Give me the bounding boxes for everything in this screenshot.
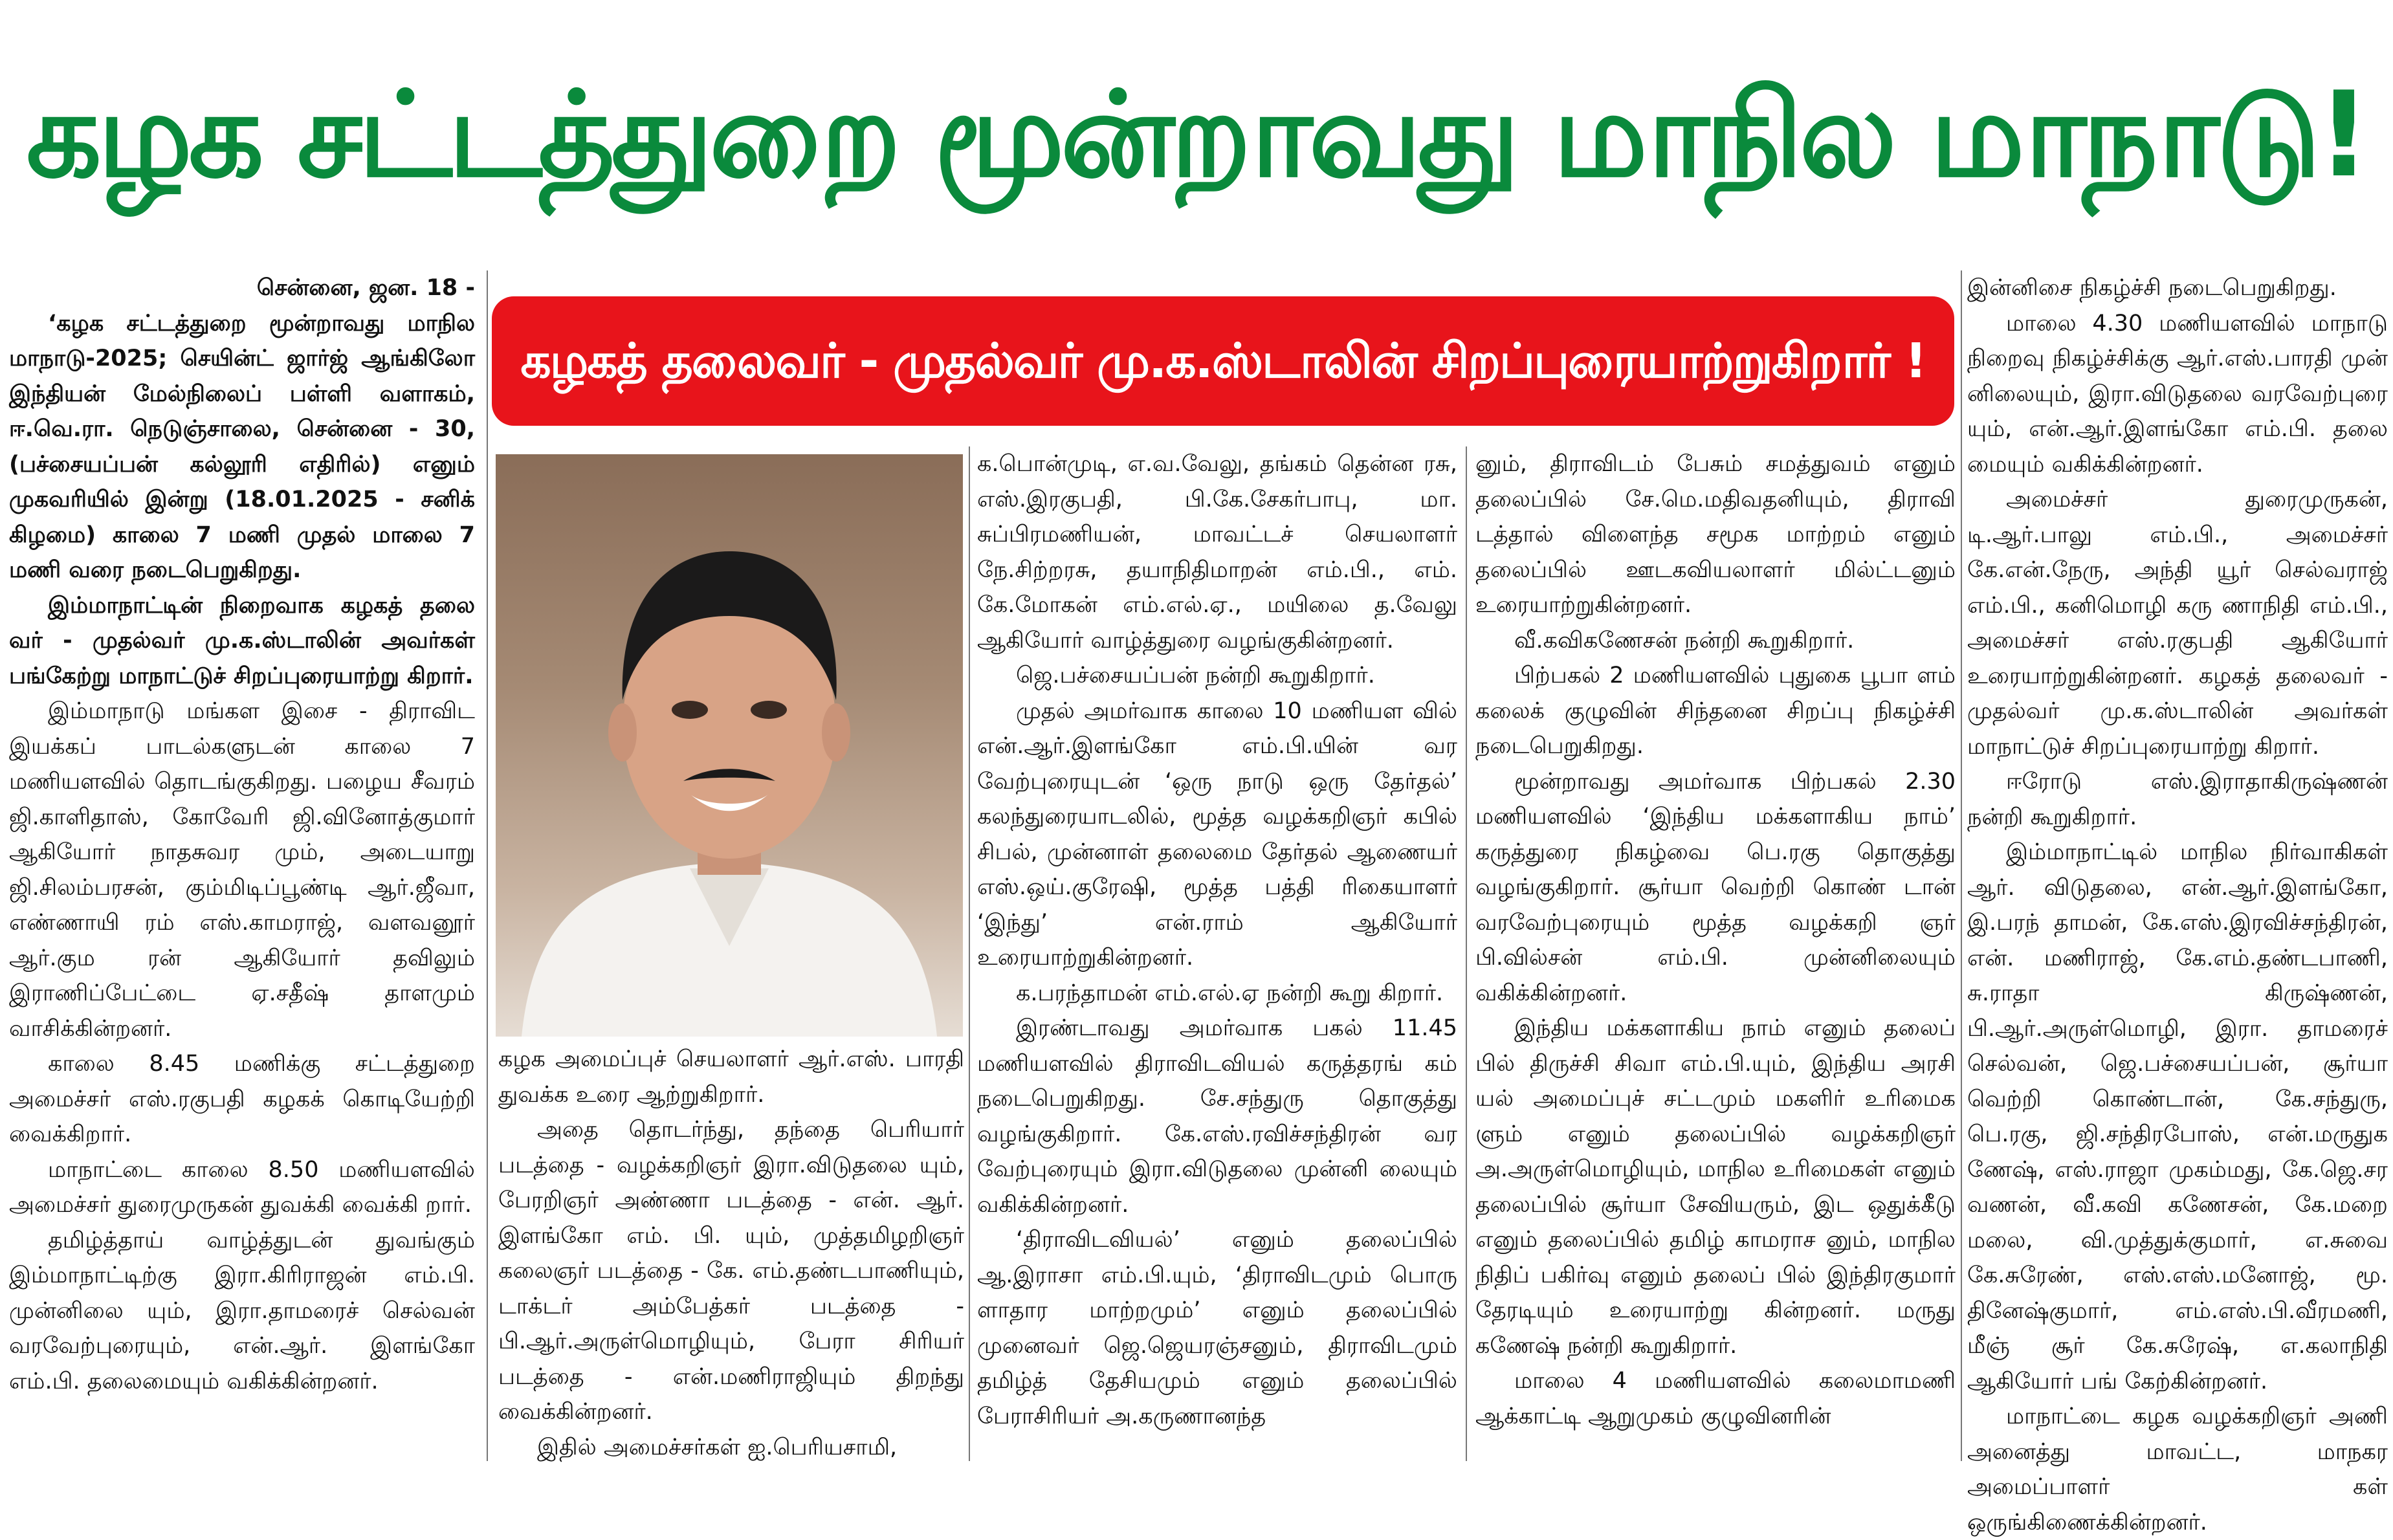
dateline: சென்னை, ஜன. 18 -	[256, 275, 475, 301]
column-divider	[969, 446, 970, 1461]
article-column-1	[9, 270, 475, 1461]
portrait-photo	[496, 454, 963, 1037]
paragraph: பிற்பகல் 2 மணியளவில் புதுகை பூபா ளம் கலைக் குழுவின் சிந்தனை சிறப்பு நிகழ்ச்சி நடைபெறுகிறது.	[1475, 663, 1956, 759]
paragraph: ‘திராவிடவியல்’ எனும் தலைப்பில் ஆ.இராசா எம்.பி.யும், ‘திராவிடமும் பொரு ளாதார மாற்றமும்’ எனும் தலைப்பில் முனைவர் ஜெ.ஜெயரஞ்சனும், திராவிடமும் தமிழ்த் தேசியமும் எனும் தலைப்பில் பேராசிரியர் அ.கருணானந்த	[977, 1227, 1457, 1429]
paragraph: வீ.கவிகணேசன் நன்றி கூறுகிறார்.	[1514, 627, 1855, 654]
paragraph: மூன்றாவது அமர்வாக பிற்பகல் 2.30 மணியளவில் ‘இந்திய மக்களாகிய நாம்’ கருத்துரை நிகழ்வை பெ.ரகு தொகுத்து வழங்குகிறார். சூர்யா வெற்றி கொண் டான் வரவேற்புரையும் மூத்த வழக்கறி ஞர் பி.வில்சன் எம்.பி. முன்னிலையும் வகிக்கின்றனர்.	[1475, 768, 1956, 1006]
paragraph: இன்னிசை நிகழ்ச்சி நடைபெறுகிறது.	[1967, 275, 2337, 301]
paragraph: இரண்டாவது அமர்வாக பகல் 11.45 மணியளவில் திராவிடவியல் கருத்தரங் கம் நடைபெறுகிறது. சே.சந்துரு தொகுத்து வழங்குகிறார். கே.எஸ்.ரவிச்சந்திரன் வர வேற்புரையும் இரா.விடுதலை முன்னி லையும் வகிக்கின்றனர்.	[977, 1015, 1457, 1218]
lead-paragraph: ‘கழக சட்டத்துறை மூன்றாவது மாநில மாநாடு-2025; செயின்ட் ஜார்ஜ் ஆங்கிலோ இந்தியன் மேல்நிலைப் பள்ளி வளாகம், ஈ.வெ.ரா. நெடுஞ்சாலை, சென்னை - 30, (பச்சையப்பன் கல்லூரி எதிரில்) எனும் முகவரியில் இன்று (18.01.2025 - சனிக் கிழமை) காலை 7 மணி முதல் மாலை 7 மணி வரை நடைபெறுகிறது.	[9, 310, 475, 583]
paragraph: இம்மாநாட்டில் மாநில நிர்வாகிகள் ஆர். விடுதலை, என்.ஆர்.இளங்கோ, இ.பரந் தாமன், கே.எஸ்.இரவிச்சந்திரன், என். மணிராஜ், கே.எம்.தண்டபாணி, சு.ராதா கிருஷ்ணன், பி.ஆர்.அருள்மொழி, இரா. தாமரைச் செல்வன், ஜெ.பச்சையப்பன், சூர்யா வெற்றி கொண்டான், கே.சந்துரு, பெ.ரகு, ஜி.சந்திரபோஸ், என்.மருதுக ணேஷ், எஸ்.ராஜா முகம்மது, கே.ஜெ.சர வணன், வீ.கவி கணேசன், கே.மறை மலை, வி.முத்துக்குமார், எ.சுவை கே.சுரேண், எஸ்.எஸ்.மனோஜ், மூ. தினேஷ்குமார், எம்.எஸ்.பி.வீரமணி, மீஞ் சூர் கே.சுரேஷ், எ.கலாநிதி ஆகியோர் பங் கேற்கின்றனர்.	[1967, 839, 2388, 1394]
column-divider	[487, 270, 488, 1461]
headline: கழக சட்டத்துறை மூன்றாவது மாநில மாநாடு!	[26, 66, 2367, 203]
paragraph: மாநாட்டை கழக வழக்கறிஞர் அணி அனைத்து மாவட்ட, மாநகர அமைப்பாளர் கள் ஒருங்கிணைக்கின்றனர்.	[1967, 1403, 2388, 1535]
article-column-4	[1475, 446, 1956, 1461]
paragraph: க.பரந்தாமன் எம்.எல்.ஏ நன்றி கூறு கிறார்.	[1016, 980, 1444, 1006]
paragraph: மாநாட்டை காலை 8.50 மணியளவில் அமைச்சர் துரைமுருகன் துவக்கி வைக்கி றார்.	[9, 1156, 475, 1218]
paragraph: ஜெ.பச்சையப்பன் நன்றி கூறுகிறார்.	[1016, 663, 1375, 688]
paragraph: க.பொன்முடி, எ.வ.வேலு, தங்கம் தென்ன ரசு, எஸ்.இரகுபதி, பி.கே.சேகர்பாபு, மா. சுப்பிரமணியன், மாவட்டச் செயலாளர் நே.சிற்றரசு, தயாநிதிமாறன் எம்.பி., எம். கே.மோகன் எம்.எல்.ஏ., மயிலை த.வேலு ஆகியோர் வாழ்த்துரை வழங்குகின்றனர்.	[977, 451, 1457, 654]
paragraph: இம்மாநாடு மங்கள இசை - திராவிட இயக்கப் பாடல்களுடன் காலை 7 மணியளவில் தொடங்குகிறது. பழைய சீவரம் ஜி.காளிதாஸ், கோவேரி ஜி.வினோத்குமார் ஆகியோர் நாதசுவர மும், அடையாறு ஜி.சிலம்பரசன், கும்மிடிப்பூண்டி ஆர்.ஜீவா, எண்ணாயி ரம் எஸ்.காமராஜ், வளவனூர் ஆர்.கும ரன் ஆகியோர் தவிலும் இராணிப்பேட்டை ஏ.சதீஷ் தாளமும் வாசிக்கின்றனர்.	[9, 698, 475, 1042]
article-column-5	[1967, 270, 2388, 1535]
paragraph: இதில் அமைச்சர்கள் ஐ.பெரியசாமி,	[537, 1434, 898, 1460]
paragraph: அதை தொடர்ந்து, தந்தை பெரியார் படத்தை - வழக்கறிஞர் இரா.விடுதலை யும், பேரறிஞர் அண்ணா படத்தை - என். ஆர். இளங்கோ எம். பி. யும், முத்தமிழறிஞர் கலைஞர் படத்தை - கே. எம்.தண்டபாணியும், டாக்டர் அம்பேத்கர் படத்தை - பி.ஆர்.அருள்மொழியும், பேரா சிரியர் படத்தை - என்.மணிராஜியும் திறந்து வைக்கின்றனர்.	[498, 1117, 964, 1425]
paragraph: ஈரோடு எஸ்.இராதாகிருஷ்ணன் நன்றி கூறுகிறார்.	[1967, 769, 2388, 830]
paragraph: முதல் அமர்வாக காலை 10 மணியள வில் என்.ஆர்.இளங்கோ எம்.பி.யின் வர வேற்புரையுடன் ‘ஒரு நாடு ஒரு தேர்தல்’ கலந்துரையாடலில், மூத்த வழக்கறிஞர் கபில் சிபல், முன்னாள் தலைமை தேர்தல் ஆணையர் எஸ்.ஒய்.குரேஷி, மூத்த பத்தி ரிகையாளர் ‘இந்து’ என்.ராம் ஆகியோர் உரையாற்றுகின்றனர்.	[977, 698, 1457, 971]
paragraph: இம்மாநாட்டின் நிறைவாக கழகத் தலை வர் - முதல்வர் மு.க.ஸ்டாலின் அவர்கள் பங்கேற்று மாநாட்டுச் சிறப்புரையாற்று கிறார்.	[9, 592, 475, 689]
article-column-2	[498, 1042, 964, 1461]
paragraph: மாலை 4 மணியளவில் கலைமாமணி ஆக்காட்டி ஆறுமுகம் குழுவினரின்	[1475, 1368, 1956, 1429]
paragraph: மாலை 4.30 மணியளவில் மாநாடு நிறைவு நிகழ்ச்சிக்கு ஆர்.எஸ்.பாரதி முன் னிலையும், இரா.விடுதலை வரவேற்புரை யும், என்.ஆர்.இளங்கோ எம்.பி. தலை மையும் வகிக்கின்றனர்.	[1967, 310, 2388, 478]
column-divider	[1961, 270, 1962, 1461]
paragraph: அமைச்சர் துரைமுருகன், டி.ஆர்.பாலு எம்.பி., அமைச்சர் கே.என்.நேரு, அந்தி யூர் செல்வராஜ் எம்.பி., கனிமொழி கரு ணாநிதி எம்.பி., அமைச்சர் எஸ்.ரகுபதி ஆகியோர் உரையாற்றுகின்றனர். கழகத் தலைவர் - முதல்வர் மு.க.ஸ்டாலின் அவர்கள் மாநாட்டுச் சிறப்புரையாற்று கிறார்.	[1967, 487, 2388, 760]
paragraph: தமிழ்த்தாய் வாழ்த்துடன் துவங்கும் இம்மாநாட்டிற்கு இரா.கிரிராஜன் எம்.பி. முன்னிலை யும், இரா.தாமரைச் செல்வன் வரவேற்புரையும், என்.ஆர். இளங்கோ எம்.பி. தலைமையும் வகிக்கின்றனர்.	[9, 1227, 475, 1394]
article-column-3	[977, 446, 1457, 1461]
paragraph: இந்திய மக்களாகிய நாம் எனும் தலைப் பில் திருச்சி சிவா எம்.பி.யும், இந்திய அரசி யல் அமைப்புச் சட்டமும் மகளிர் உரிமைக ளும் எனும் தலைப்பில் வழக்கறிஞர் அ.அருள்மொழியும், மாநில உரிமைகள் எனும் தலைப்பில் சூர்யா சேவியரும், இட ஒதுக்கீடு எனும் தலைப்பில் தமிழ் காமராச னும், மாநில நிதிப் பகிர்வு எனும் தலைப் பில் இந்திரகுமார் தேரடியும் உரையாற்று கின்றனர். மருது கணேஷ் நன்றி கூறுகிறார்.	[1475, 1015, 1956, 1359]
portrait-illustration	[496, 454, 963, 1037]
paragraph: கழக அமைப்புச் செயலாளர் ஆர்.எஸ். பாரதி துவக்க உரை ஆற்றுகிறார்.	[498, 1046, 964, 1108]
paragraph: னும், திராவிடம் பேசும் சமத்துவம் எனும் தலைப்பில் சே.மெ.மதிவதனியும், திராவி டத்தால் விளைந்த சமூக மாற்றம் எனும் தலைப்பில் ஊடகவியலாளர் மில்ட்டனும் உரையாற்றுகின்றனர்.	[1475, 451, 1956, 618]
paragraph: காலை 8.45 மணிக்கு சட்டத்துறை அமைச்சர் எஸ்.ரகுபதி கழகக் கொடியேற்றி வைக்கிறார்.	[9, 1051, 475, 1147]
subheadline-banner: கழகத் தலைவர் - முதல்வர் மு.க.ஸ்டாலின் சிறப்புரையாற்றுகிறார் !	[492, 296, 1954, 426]
column-divider	[1466, 446, 1467, 1461]
